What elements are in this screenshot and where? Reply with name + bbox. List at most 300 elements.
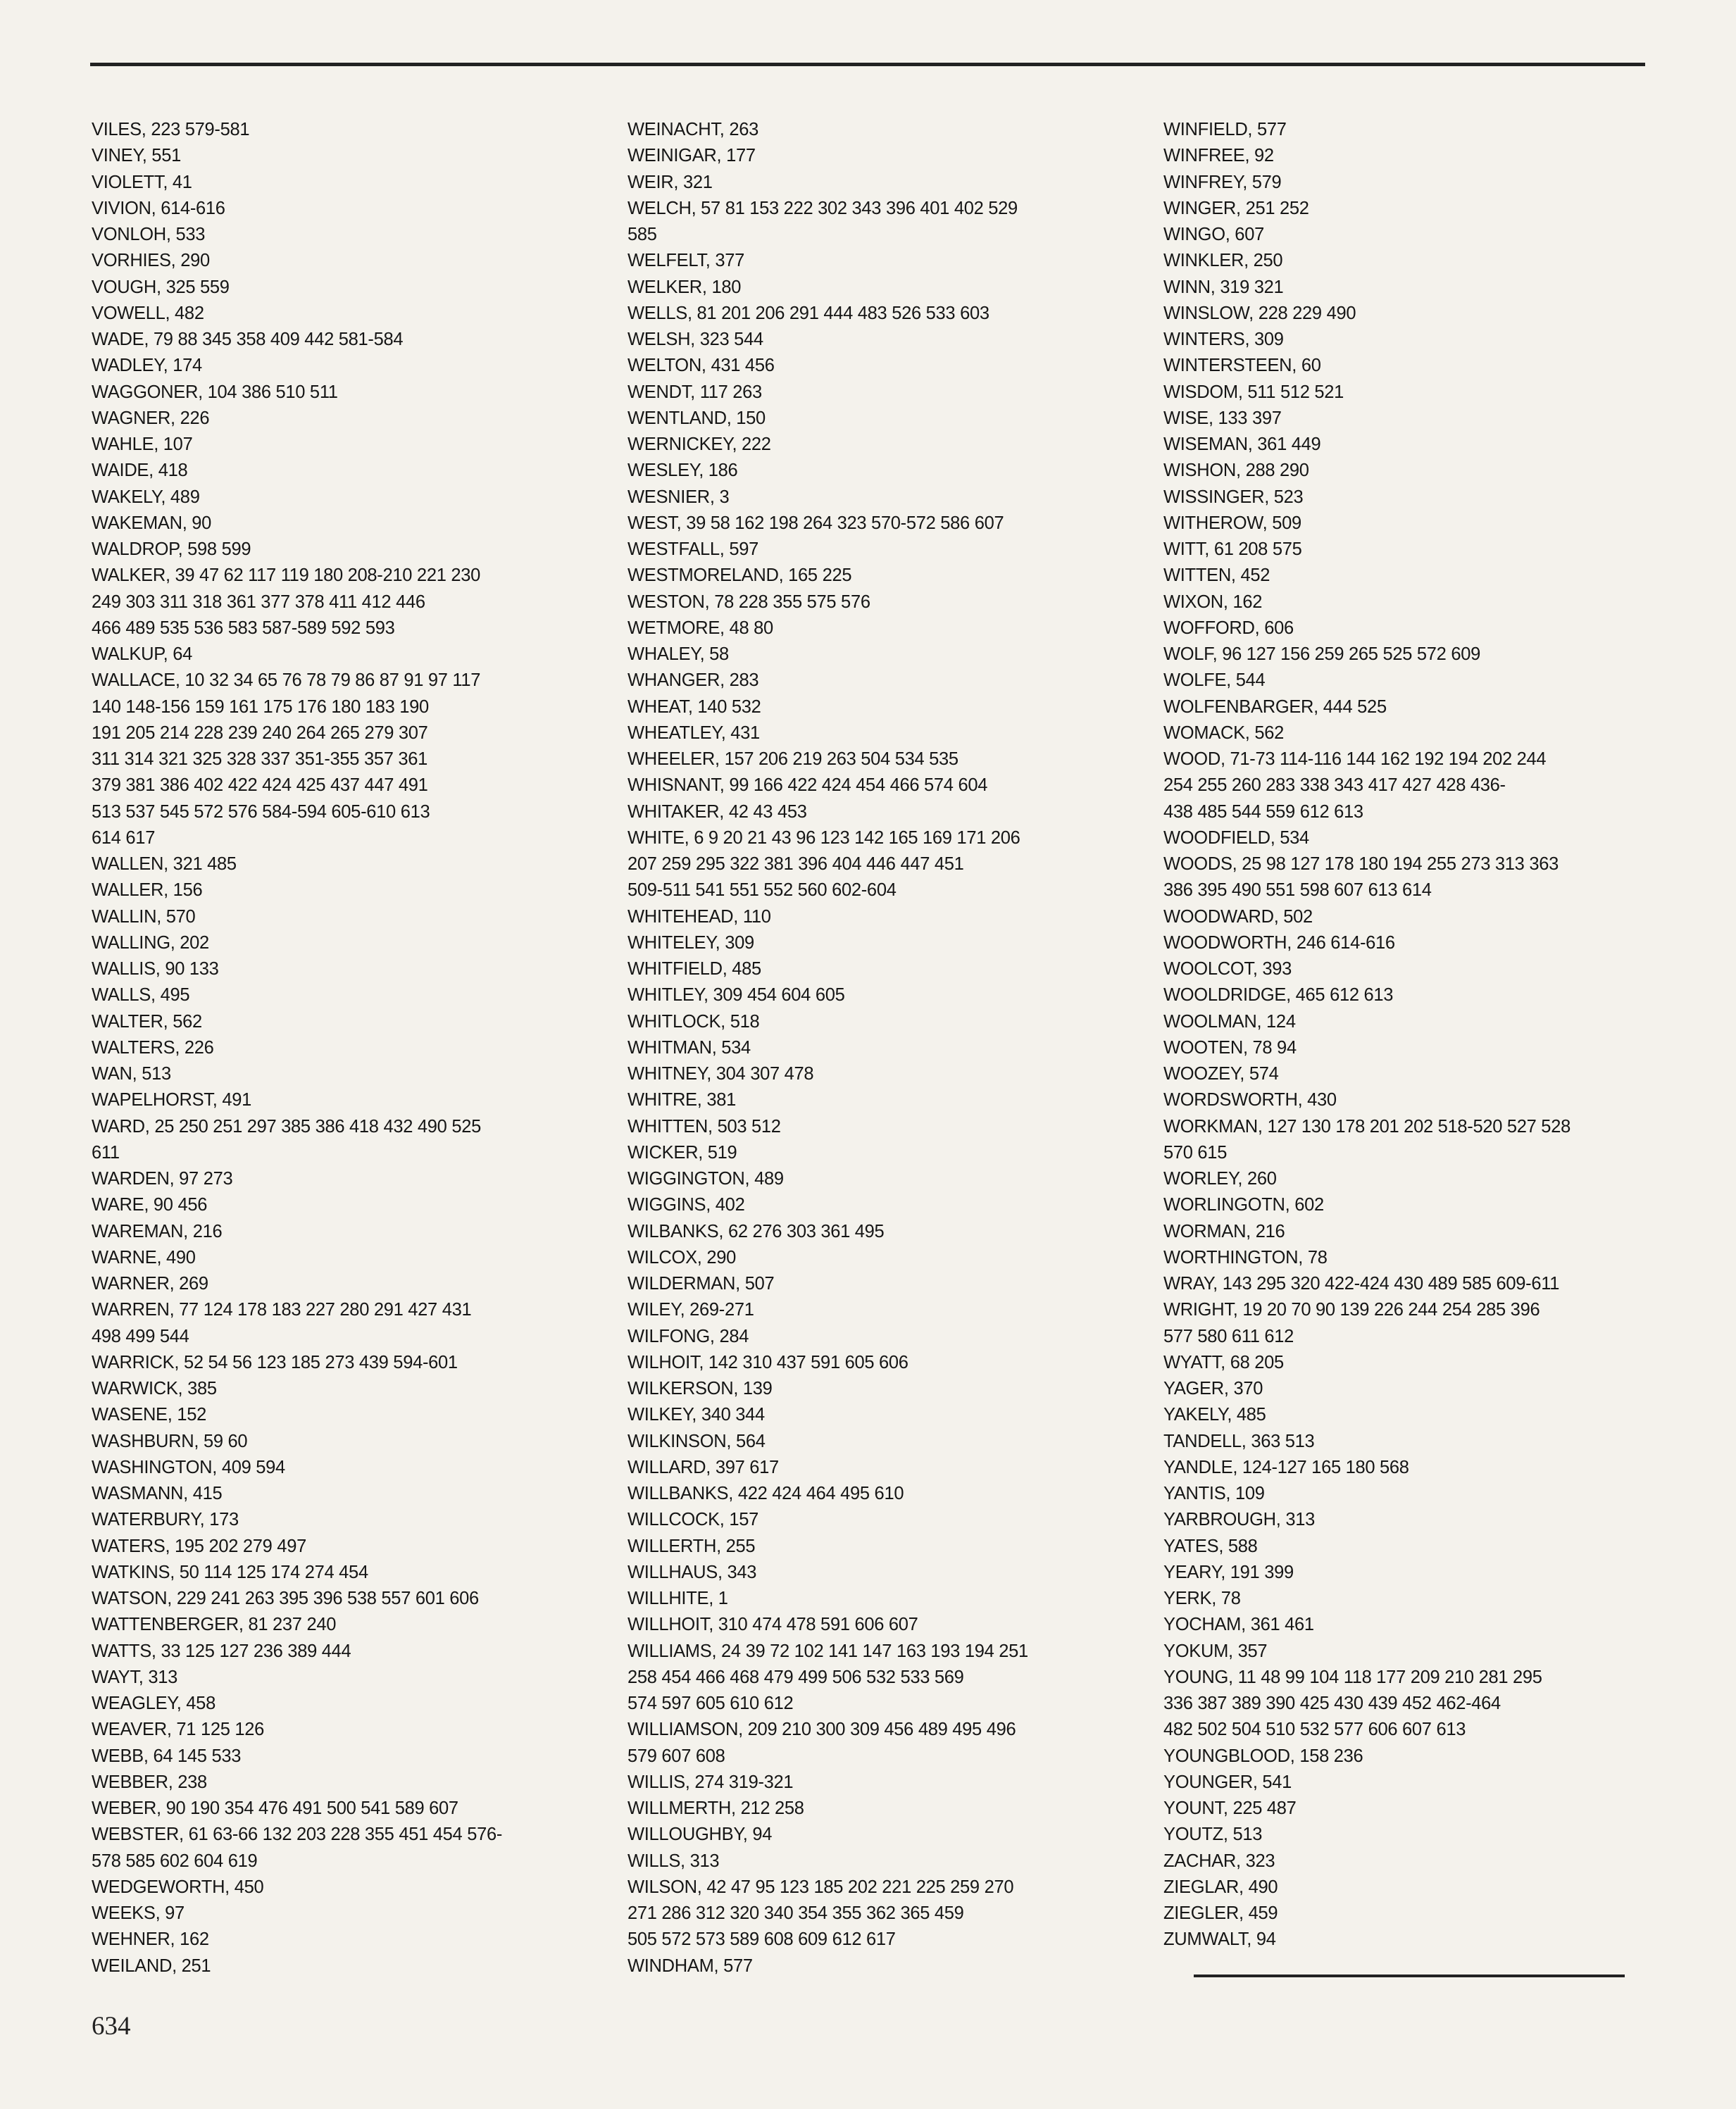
index-entry-line: WINSLOW, 228 229 490 — [1163, 303, 1356, 323]
index-entry — [1163, 1744, 1713, 1770]
index-entry-line: WALTER, 562 — [92, 1011, 202, 1032]
index-entry-line: WINGO, 607 — [1163, 225, 1264, 244]
index-entry — [92, 1219, 613, 1245]
index-entry-line: VIVION, 614-616 — [92, 198, 225, 218]
index-entry-continuation: 379 381 386 402 422 424 425 437 447 491 — [92, 775, 428, 796]
index-entry — [92, 1376, 613, 1402]
index-entry-line: WELTON, 431 456 — [627, 356, 775, 376]
index-entry — [627, 1796, 1149, 1822]
index-entry-line: WEIR, 321 — [627, 172, 713, 192]
index-entry — [92, 458, 613, 484]
index-entry-line: WILLIAMSON, 209 210 300 309 456 489 495 496 — [627, 1720, 1016, 1740]
index-entry — [92, 248, 613, 274]
index-entry-line: WIGGINS, 402 — [627, 1195, 745, 1215]
index-entry-continuation: 249 303 311 318 361 377 378 411 412 446 — [92, 592, 425, 612]
index-entry-continuation: 585 — [627, 225, 657, 244]
index-entry-line: WILCOX, 290 — [627, 1247, 737, 1268]
index-entry-line: WHITEHEAD, 110 — [627, 906, 771, 927]
index-entry — [1163, 143, 1713, 169]
index-entry-line: WALLS, 495 — [92, 985, 190, 1006]
index-entry — [1163, 563, 1713, 589]
index-entry — [1163, 1009, 1713, 1035]
index-entry-line: WAN, 513 — [92, 1064, 171, 1084]
index-entry-line: WARE, 90 456 — [92, 1195, 208, 1215]
index-entry-line: WHITE, 6 9 20 21 43 96 123 142 165 169 171 206 — [627, 827, 1020, 848]
index-entry — [92, 511, 613, 537]
index-entry — [627, 746, 1149, 772]
index-entry-line: YAGER, 370 — [1163, 1379, 1263, 1398]
index-entry-continuation: 311 314 321 325 328 337 351-355 357 361 — [92, 749, 428, 769]
index-entry-line: WENTLAND, 150 — [627, 408, 766, 428]
index-entry — [92, 1350, 613, 1376]
index-entry-line: WRIGHT, 19 20 70 90 139 226 244 254 285 396 — [1163, 1300, 1540, 1320]
index-entry — [627, 143, 1149, 169]
index-entry-line: WISE, 133 397 — [1163, 408, 1282, 428]
index-entry — [627, 1035, 1149, 1061]
index-entry-line: WILKERSON, 139 — [627, 1379, 773, 1398]
index-entry — [627, 1507, 1149, 1533]
index-entry-line: WOODFIELD, 534 — [1163, 827, 1309, 848]
index-entry — [627, 772, 1149, 799]
index-entry-line: WENDT, 117 263 — [627, 382, 762, 402]
index-entry — [92, 1087, 613, 1113]
index-entry-line: ZACHAR, 323 — [1163, 1851, 1275, 1871]
index-entry-line: WEST, 39 58 162 198 264 323 570-572 586 607 — [627, 513, 1004, 533]
index-entry-line: WAGGONER, 104 386 510 511 — [92, 382, 338, 402]
index-entry-line: WORTHINGTON, 78 — [1163, 1247, 1328, 1268]
index-entry — [627, 248, 1149, 274]
index-entry-line: WINTERS, 309 — [1163, 330, 1284, 349]
index-entry-line: WILKEY, 340 344 — [627, 1405, 765, 1425]
index-entry — [92, 1035, 613, 1061]
index-entry — [627, 1770, 1149, 1796]
index-entry — [92, 1429, 613, 1455]
index-entry-line: WILLOUGHBY, 94 — [627, 1825, 773, 1845]
index-entry — [92, 537, 613, 563]
index-entry — [627, 170, 1149, 196]
index-entry-line: WHEELER, 157 206 219 263 504 534 535 — [627, 749, 958, 769]
index-entry — [627, 196, 1149, 249]
index-entry-line: WOOLDRIDGE, 465 612 613 — [1163, 985, 1394, 1006]
index-entry-line: WITT, 61 208 575 — [1163, 539, 1302, 559]
index-entry — [1163, 720, 1713, 746]
index-entry — [627, 1350, 1149, 1376]
index-entry — [1163, 1376, 1713, 1402]
index-entry-line: WELLS, 81 201 206 291 444 483 526 533 603 — [627, 303, 989, 323]
index-entry — [1163, 327, 1713, 353]
index-entry — [1163, 1875, 1713, 1901]
index-entry-line: YARBROUGH, 313 — [1163, 1510, 1315, 1530]
index-entry-line: WALKER, 39 47 62 117 119 180 208-210 221 230 — [92, 565, 481, 586]
index-entry — [1163, 301, 1713, 327]
index-entry-continuation: 509-511 541 551 552 560 602-604 — [627, 880, 897, 901]
index-entry-line: YANDLE, 124-127 165 180 568 — [1163, 1457, 1409, 1477]
index-entry — [1163, 1429, 1713, 1455]
index-entry-line: WINFREE, 92 — [1163, 146, 1274, 166]
index-entry-line: WESTFALL, 597 — [627, 539, 759, 559]
index-entry-continuation: 336 387 389 390 425 430 439 452 462-464 — [1163, 1694, 1501, 1713]
index-entry — [1163, 642, 1713, 668]
index-entry-line: WILHOIT, 142 310 437 591 605 606 — [627, 1352, 908, 1372]
index-entry — [1163, 196, 1713, 222]
index-entry — [627, 589, 1149, 615]
index-entry — [627, 1324, 1149, 1350]
end-of-index-rule — [1194, 1975, 1625, 1977]
index-entry-continuation: 505 572 573 589 608 609 612 617 — [627, 1929, 896, 1950]
index-entry — [92, 1297, 613, 1350]
index-entry — [627, 1192, 1149, 1218]
index-entry — [92, 143, 613, 169]
index-entry-line: WHITELEY, 309 — [627, 932, 754, 953]
index-entry-line: YEARY, 191 399 — [1163, 1562, 1294, 1582]
index-entry-line: WADE, 79 88 345 358 409 442 581-584 — [92, 330, 404, 349]
index-entry — [92, 1691, 613, 1717]
index-entry-line: WEBB, 64 145 533 — [92, 1746, 242, 1766]
index-entry-line: VOWELL, 482 — [92, 303, 204, 323]
index-entry — [627, 1429, 1149, 1455]
index-entry — [1163, 537, 1713, 563]
index-entry-line: WYATT, 68 205 — [1163, 1352, 1284, 1372]
index-entry — [1163, 1481, 1713, 1507]
index-entry — [1163, 589, 1713, 615]
index-entry — [92, 1271, 613, 1297]
index-entry — [1163, 1245, 1713, 1271]
index-entry — [92, 1822, 613, 1875]
index-entry-line: WOLFENBARGER, 444 525 — [1163, 696, 1387, 717]
index-entry-line: WATSON, 229 241 263 395 396 538 557 601 606 — [92, 1589, 479, 1608]
index-entry — [1163, 275, 1713, 301]
index-entry-line: WHITFIELD, 485 — [627, 959, 761, 979]
index-entry — [1163, 458, 1713, 484]
index-entry-line: WEAVER, 71 125 126 — [92, 1720, 265, 1740]
index-entry-line: WHITAKER, 42 43 453 — [627, 801, 807, 822]
index-entry-line: WORLINGOTN, 602 — [1163, 1195, 1324, 1215]
index-entry-line: WARNER, 269 — [92, 1274, 208, 1294]
index-entry — [1163, 1560, 1713, 1586]
index-entry — [627, 1875, 1149, 1953]
index-entry-line: YOUNGBLOOD, 158 236 — [1163, 1746, 1363, 1766]
index-entry — [627, 563, 1149, 589]
index-entry-line: WARNE, 490 — [92, 1247, 196, 1268]
index-entry-line: WETMORE, 48 80 — [627, 618, 773, 638]
index-entry-line: WESTON, 78 228 355 575 576 — [627, 592, 870, 612]
index-entry-line: WITTEN, 452 — [1163, 565, 1270, 586]
index-entry — [627, 930, 1149, 956]
index-entry — [92, 668, 613, 851]
index-entry-line: WEEKS, 97 — [92, 1903, 185, 1923]
index-entry-line: YOKUM, 357 — [1163, 1641, 1268, 1661]
index-entry — [92, 1114, 613, 1167]
index-entry-line: WILBANKS, 62 276 303 361 495 — [627, 1221, 885, 1241]
index-entry — [92, 1166, 613, 1192]
index-entry — [627, 642, 1149, 668]
index-entry-line: WILLS, 313 — [627, 1851, 720, 1871]
index-entry — [1163, 982, 1713, 1008]
index-entry — [1163, 1507, 1713, 1533]
index-entry-continuation: 498 499 544 — [92, 1326, 189, 1346]
index-entry — [92, 1927, 613, 1953]
index-entry — [627, 1586, 1149, 1612]
index-entry-line: WOFFORD, 606 — [1163, 618, 1294, 638]
index-entry-line: WILLHAUS, 343 — [627, 1562, 757, 1582]
index-entry — [1163, 1796, 1713, 1822]
index-entry — [627, 458, 1149, 484]
index-entry — [627, 1009, 1149, 1035]
index-entry-line: VORHIES, 290 — [92, 251, 210, 271]
index-entry — [92, 904, 613, 930]
index-entry-line: WELSH, 323 544 — [627, 330, 763, 349]
index-entry — [1163, 1927, 1713, 1953]
index-entry-line: ZIEGLAR, 490 — [1163, 1877, 1278, 1897]
index-entry-line: WHISNANT, 99 166 422 424 454 466 574 604 — [627, 775, 988, 796]
index-entry-line: WATERS, 195 202 279 497 — [92, 1536, 306, 1556]
index-entry-line: VONLOH, 533 — [92, 225, 206, 244]
index-entry-line: WAPELHORST, 491 — [92, 1090, 251, 1110]
index-entry — [1163, 1219, 1713, 1245]
index-entry-line: VIOLETT, 41 — [92, 172, 192, 192]
index-entry — [627, 1219, 1149, 1245]
index-entry — [92, 642, 613, 668]
index-entry — [627, 117, 1149, 143]
index-entry-line: WESTMORELAND, 165 225 — [627, 565, 852, 586]
index-entry-line: WOOLMAN, 124 — [1163, 1011, 1296, 1032]
index-entry-line: WILLMERTH, 212 258 — [627, 1798, 804, 1818]
index-entry — [627, 1271, 1149, 1297]
index-entry-line: WOLFE, 544 — [1163, 670, 1266, 691]
index-entry — [1163, 353, 1713, 379]
index-entry-continuation: 614 617 — [92, 827, 156, 848]
index-entry — [92, 1717, 613, 1743]
index-entry — [1163, 904, 1713, 930]
index-entry — [627, 1481, 1149, 1507]
index-entry — [1163, 930, 1713, 956]
index-entry-line: WEILAND, 251 — [92, 1955, 211, 1976]
index-entry — [1163, 1114, 1713, 1167]
index-entry-line: WILEY, 269-271 — [627, 1300, 754, 1320]
index-entry — [1163, 1061, 1713, 1087]
index-entry — [627, 1140, 1149, 1166]
index-entry-line: WHITLEY, 309 454 604 605 — [627, 985, 845, 1006]
index-entry — [92, 1192, 613, 1218]
index-entry — [92, 222, 613, 248]
index-entry — [627, 799, 1149, 825]
index-entry — [1163, 1087, 1713, 1113]
index-entry-line: WILLBANKS, 422 424 464 495 610 — [627, 1484, 904, 1503]
index-entry-line: WILFONG, 284 — [627, 1326, 749, 1346]
index-entry-line: WALTERS, 226 — [92, 1037, 214, 1058]
index-entry-line: WINGER, 251 252 — [1163, 198, 1309, 218]
index-entry-continuation: 578 585 602 604 619 — [92, 1851, 258, 1871]
index-entry — [92, 1953, 613, 1979]
index-entry-line: YOUNT, 225 487 — [1163, 1798, 1297, 1818]
index-entry-continuation: 191 205 214 228 239 240 264 265 279 307 — [92, 722, 428, 743]
index-entry — [92, 353, 613, 379]
index-entry — [1163, 825, 1713, 851]
index-entry-line: WEINACHT, 263 — [627, 120, 758, 139]
index-entry-line: WINFIELD, 577 — [1163, 120, 1287, 139]
index-entry-line: WASMANN, 415 — [92, 1484, 223, 1503]
index-entry-line: WHEATLEY, 431 — [627, 722, 760, 743]
index-entry-line: WALLACE, 10 32 34 65 76 78 79 86 87 91 97 117 — [92, 670, 481, 691]
index-entry-line: YERK, 78 — [1163, 1589, 1241, 1608]
index-entry — [92, 484, 613, 511]
index-entry — [1163, 1586, 1713, 1612]
index-column-1 — [92, 117, 613, 1979]
index-entry — [1163, 170, 1713, 196]
index-entry — [92, 1796, 613, 1822]
index-entry-line: WALDROP, 598 599 — [92, 539, 251, 559]
index-entry — [1163, 956, 1713, 982]
index-entry — [1163, 615, 1713, 642]
index-entry-line: WALLER, 156 — [92, 880, 203, 901]
index-entry-line: YATES, 588 — [1163, 1536, 1258, 1556]
index-entry — [92, 1586, 613, 1612]
index-entry-line: WARWICK, 385 — [92, 1379, 217, 1398]
index-entry-line: WAYT, 313 — [92, 1667, 178, 1687]
index-entry-line: WAREMAN, 216 — [92, 1221, 223, 1241]
index-entry — [92, 170, 613, 196]
index-entry-line: WEAGLEY, 458 — [92, 1694, 216, 1713]
index-entry-line: WEINIGAR, 177 — [627, 146, 756, 166]
index-entry-line: WILSON, 42 47 95 123 185 202 221 225 259 270 — [627, 1877, 1014, 1897]
index-entry-line: WHANGER, 283 — [627, 670, 759, 691]
index-entry — [92, 563, 613, 642]
index-entry — [1163, 1822, 1713, 1848]
index-entry-line: WISEMAN, 361 449 — [1163, 434, 1321, 454]
index-entry — [627, 327, 1149, 353]
index-entry — [92, 1875, 613, 1901]
index-entry-line: WESLEY, 186 — [627, 461, 738, 481]
index-entry-line: WATTS, 33 125 127 236 389 444 — [92, 1641, 351, 1661]
index-entry-line: WEDGEWORTH, 450 — [92, 1877, 264, 1897]
index-entry-line: WOOLCOT, 393 — [1163, 959, 1292, 979]
index-entry-line: WARDEN, 97 273 — [92, 1169, 233, 1189]
index-entry — [627, 1087, 1149, 1113]
index-entry — [627, 1612, 1149, 1638]
index-entry-line: WHITNEY, 304 307 478 — [627, 1064, 814, 1084]
index-entry-line: WELCH, 57 81 153 222 302 343 396 401 402 529 — [627, 198, 1018, 218]
index-entry — [627, 1534, 1149, 1560]
index-entry — [627, 1245, 1149, 1271]
index-entry-continuation: 513 537 545 572 576 584-594 605-610 613 — [92, 801, 430, 822]
index-entry — [1163, 1192, 1713, 1218]
index-entry — [627, 956, 1149, 982]
index-entry-line: WELKER, 180 — [627, 277, 742, 297]
index-entry-line: WEBBER, 238 — [92, 1772, 207, 1792]
index-entry-line: WORKMAN, 127 130 178 201 202 518-520 527 528 — [1163, 1116, 1570, 1137]
index-entry — [92, 1481, 613, 1507]
index-entry-line: WARD, 25 250 251 297 385 386 418 432 490 525 — [92, 1116, 481, 1137]
index-entry — [1163, 851, 1713, 904]
index-entry — [627, 511, 1149, 537]
index-entry — [92, 982, 613, 1008]
index-entry — [627, 484, 1149, 511]
index-entry-line: WAKEMAN, 90 — [92, 513, 212, 533]
index-entry-line: WILLARD, 397 617 — [627, 1457, 779, 1477]
index-entry-line: YOCHAM, 361 461 — [1163, 1615, 1314, 1635]
index-entry-line: WATERBURY, 173 — [92, 1510, 239, 1530]
index-entry-line: WAHLE, 107 — [92, 434, 193, 454]
index-entry — [92, 327, 613, 353]
index-entry-line: WITHEROW, 509 — [1163, 513, 1301, 533]
index-entry — [627, 537, 1149, 563]
index-entry — [627, 904, 1149, 930]
index-entry-line: WILDERMAN, 507 — [627, 1274, 775, 1294]
index-entry — [92, 380, 613, 406]
index-entry-continuation: 570 615 — [1163, 1142, 1228, 1163]
index-entry — [92, 1744, 613, 1770]
index-entry-line: WHITMAN, 534 — [627, 1037, 751, 1058]
index-entry — [627, 406, 1149, 432]
index-entry-continuation: 386 395 490 551 598 607 613 614 — [1163, 880, 1432, 901]
index-entry — [627, 1848, 1149, 1875]
index-entry — [627, 1114, 1149, 1140]
index-entry-line: WADLEY, 174 — [92, 356, 202, 376]
index-entry — [92, 1402, 613, 1428]
index-entry — [92, 1507, 613, 1533]
index-entry — [1163, 1297, 1713, 1350]
index-entry — [627, 1455, 1149, 1481]
index-entry — [627, 615, 1149, 642]
index-entry — [627, 1639, 1149, 1717]
index-entry — [92, 432, 613, 458]
index-entry — [92, 1061, 613, 1087]
index-entry-line: ZIEGLER, 459 — [1163, 1903, 1278, 1923]
index-entry-line: WHEAT, 140 532 — [627, 696, 761, 717]
index-entry-line: WOODWARD, 502 — [1163, 906, 1313, 927]
index-entry — [92, 1770, 613, 1796]
index-entry-line: WORMAN, 216 — [1163, 1221, 1285, 1241]
index-entry — [1163, 511, 1713, 537]
index-entry — [92, 196, 613, 222]
index-entry-line: WINN, 319 321 — [1163, 277, 1284, 297]
index-entry — [1163, 1665, 1713, 1744]
index-entry-line: WESNIER, 3 — [627, 487, 730, 507]
index-entry-line: WRAY, 143 295 320 422-424 430 489 585 609-611 — [1163, 1274, 1560, 1294]
index-entry-line: WOMACK, 562 — [1163, 722, 1284, 743]
index-entry — [92, 1612, 613, 1638]
index-entry-line: WEBSTER, 61 63-66 132 203 228 355 451 454 576- — [92, 1825, 503, 1845]
index-entry — [627, 380, 1149, 406]
index-entry-continuation: 579 607 608 — [627, 1746, 725, 1766]
index-entry-line: WASENE, 152 — [92, 1405, 206, 1425]
index-entry-line: WALLING, 202 — [92, 932, 209, 953]
index-column-2 — [627, 117, 1149, 1979]
index-entry-line: WILLHITE, 1 — [627, 1589, 728, 1608]
index-entry — [627, 1822, 1149, 1848]
index-entry — [1163, 668, 1713, 694]
index-entry-line: YANTIS, 109 — [1163, 1484, 1265, 1503]
index-entry-line: WINTERSTEEN, 60 — [1163, 356, 1321, 376]
index-entry-line: YAKELY, 485 — [1163, 1405, 1266, 1425]
index-entry — [1163, 1770, 1713, 1796]
index-entry — [1163, 1612, 1713, 1638]
index-entry — [627, 720, 1149, 746]
index-entry — [627, 353, 1149, 379]
header-rule — [90, 63, 1645, 66]
index-entry — [627, 1953, 1149, 1979]
index-entry-line: WALKUP, 64 — [92, 644, 192, 664]
index-entry-line: WORDSWORTH, 430 — [1163, 1090, 1337, 1110]
index-entry-line: YOUNG, 11 48 99 104 118 177 209 210 281 295 — [1163, 1667, 1542, 1687]
index-entry-line: WHITLOCK, 518 — [627, 1011, 760, 1032]
index-entry-line: YOUNGER, 541 — [1163, 1772, 1292, 1792]
index-entry — [1163, 1848, 1713, 1875]
index-entry — [627, 982, 1149, 1008]
index-entry — [1163, 1166, 1713, 1192]
index-entry — [627, 668, 1149, 694]
index-entry — [1163, 1639, 1713, 1665]
